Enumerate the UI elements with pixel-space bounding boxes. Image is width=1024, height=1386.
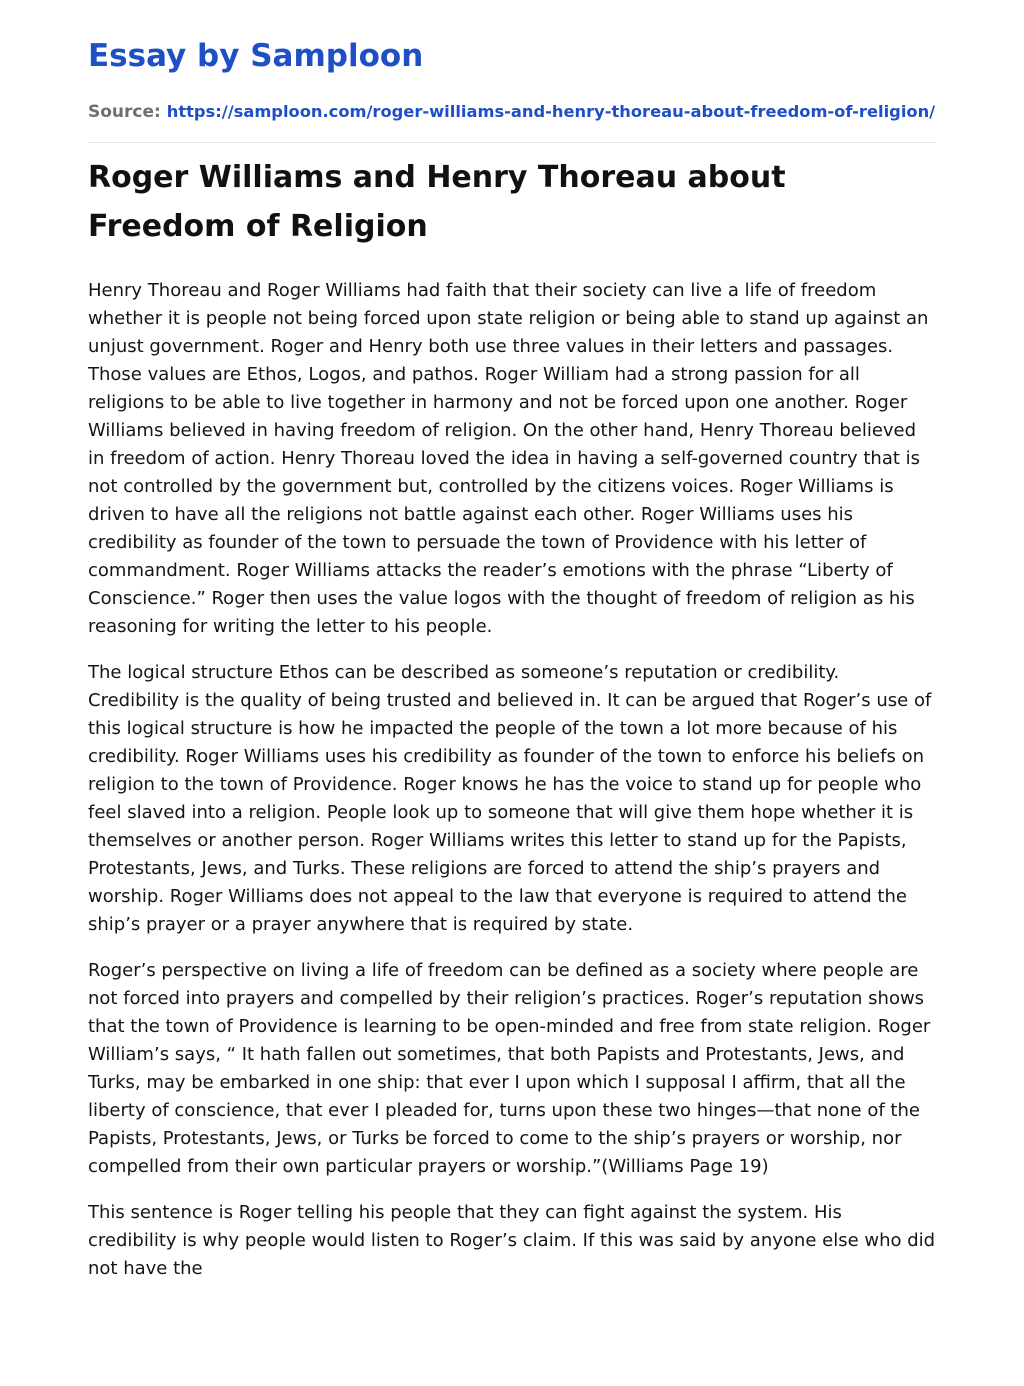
site-brand: Essay by Samploon <box>88 38 424 74</box>
header-divider <box>88 142 936 143</box>
source-label: Source: <box>88 102 161 122</box>
essay-paragraph: The logical structure Ethos can be described as someone’s reputation or credibility. Credibility is the quality of being trusted and believed in. It can be argued that Roger’s use of this logical structure is how he impacted the people of the town a lot more because of his credibility. Roger Williams uses his credibility as founder of the town to enforce his beliefs on religion to the town of Providence. Roger knows he has the voice to stand up for people who feel slaved into a religion. People look up to someone that will give them hope whether it is themselves or another person. Roger Williams writes this letter to stand up for the Papists, Protestants, Jews, and Turks. These religions are forced to attend the ship’s prayers and worship. Roger Williams does not appeal to the law that everyone is required to attend the ship’s prayer or a prayer anywhere that is required by state. <box>88 662 932 935</box>
essay-title: Roger Williams and Henry Thoreau about Freedom of Religion <box>88 160 786 244</box>
source-link[interactable]: https://samploon.com/roger-williams-and-henry-thoreau-about-freedom-of-religion/ <box>166 102 936 121</box>
essay-paragraph: Roger’s perspective on living a life of freedom can be defined as a society where people are not forced into prayers and compelled by their religion’s practices. Roger’s reputation shows that the town of Providence is learning to be open-minded and free from state religion. Roger William’s says, “ It hath fallen out sometimes, that both Papists and Protestants, Jews, and Turks, may be embarked in one ship: that ever I upon which I supposal I affirm, that all the liberty of conscience, that ever I pleaded for, turns upon these two hinges—that none of the Papists, Protestants, Jews, or Turks be forced to come to the ship’s prayers or worship, nor compelled from their own particular prayers or worship.”(Williams Page 19) <box>88 960 931 1177</box>
essay-paragraph: This sentence is Roger telling his people that they can fight against the system. His credibility is why people would listen to Roger’s claim. If this was said by anyone else who did not have the <box>88 1202 936 1279</box>
source-line <box>88 100 936 124</box>
essay-body <box>88 277 936 1283</box>
essay-paragraph: Henry Thoreau and Roger Williams had faith that their society can live a life of freedom whether it is people not being forced upon state religion or being able to stand up against an unjust government. Roger and Henry both use three values in their letters and passages. Those values are Ethos, Logos, and pathos. Roger William had a strong passion for all religions to be able to live together in harmony and not be forced upon one another. Roger Williams believed in having freedom of religion. On the other hand, Henry Thoreau believed in freedom of action. Henry Thoreau loved the idea in having a self-governed country that is not controlled by the government but, controlled by the citizens voices. Roger Williams is driven to have all the religions not battle against each other. Roger Williams uses his credibility as founder of the town to persuade the town of Providence with his letter of commandment. Roger Williams attacks the reader’s emotions with the phrase “Liberty of Conscience.” Roger then uses the value logos with the thought of freedom of religion as his reasoning for writing the letter to his people. <box>88 280 929 637</box>
